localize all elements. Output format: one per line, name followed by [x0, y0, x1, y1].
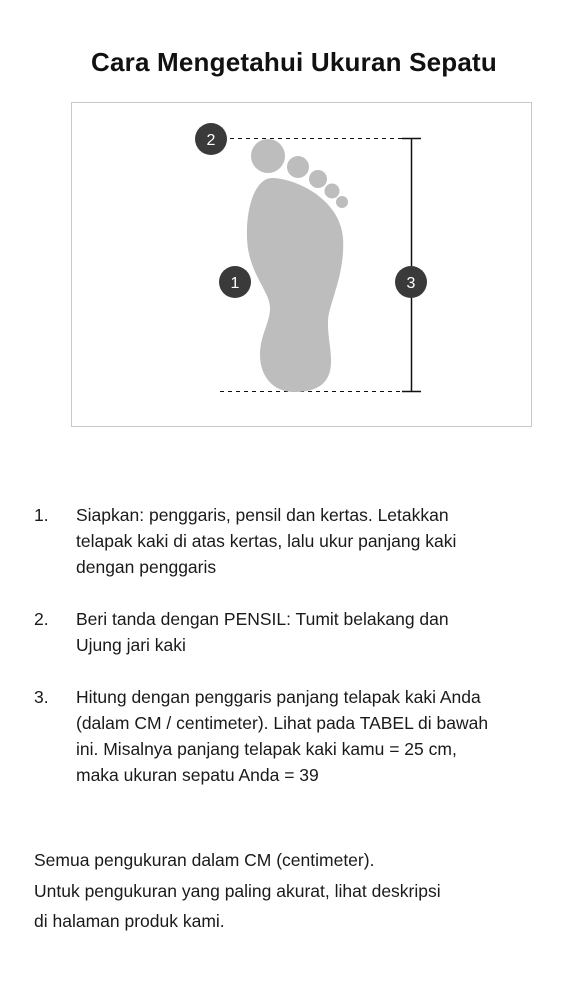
step-number: 2.: [34, 609, 49, 629]
step-3: [34, 684, 564, 788]
toe-5: [336, 196, 348, 208]
toe-4: [325, 184, 340, 199]
marker-1-badge: [219, 266, 251, 298]
toe-3: [309, 170, 327, 188]
foot-measurement-diagram: [71, 102, 532, 427]
step-line: maka ukuran sepatu Anda = 39: [76, 765, 319, 785]
step-line: Hitung dengan penggaris panjang telapak kaki Anda: [76, 687, 481, 707]
marker-1-label: 1: [230, 275, 240, 292]
marker-2-badge: [195, 123, 227, 155]
step-line: dengan penggaris: [76, 557, 217, 577]
toe-2: [287, 156, 309, 178]
step-number: 1.: [34, 505, 49, 525]
page-title: Cara Mengetahui Ukuran Sepatu: [91, 47, 497, 78]
note-line: Untuk pengukuran yang paling akurat, lihat deskripsi: [34, 880, 441, 901]
step-line: Beri tanda dengan PENSIL: Tumit belakang dan: [76, 609, 449, 629]
note-line: Semua pengukuran dalam CM (centimeter).: [34, 850, 375, 870]
foot-diagram-svg: [72, 103, 533, 428]
step-number: 3.: [34, 687, 49, 707]
marker-2-label: 2: [206, 132, 216, 149]
marker-3-badge: [395, 266, 427, 298]
step-line: Ujung jari kaki: [76, 635, 186, 655]
step-line: Siapkan: penggaris, pensil dan kertas. Letakkan: [76, 505, 449, 525]
measurement-note: [34, 845, 564, 937]
step-1: [34, 502, 564, 580]
foot-sole-shape: [247, 178, 343, 392]
big-toe: [251, 139, 285, 173]
step-line: ini. Misalnya panjang telapak kaki kamu = 25 cm,: [76, 739, 457, 759]
note-line: di halaman produk kami.: [34, 911, 225, 931]
step-2: [34, 606, 564, 658]
instruction-steps: [34, 502, 564, 788]
step-line: (dalam CM / centimeter). Lihat pada TABEL di bawah: [76, 713, 489, 733]
step-line: telapak kaki di atas kertas, lalu ukur panjang kaki: [76, 531, 457, 551]
marker-3-label: 3: [406, 275, 416, 292]
